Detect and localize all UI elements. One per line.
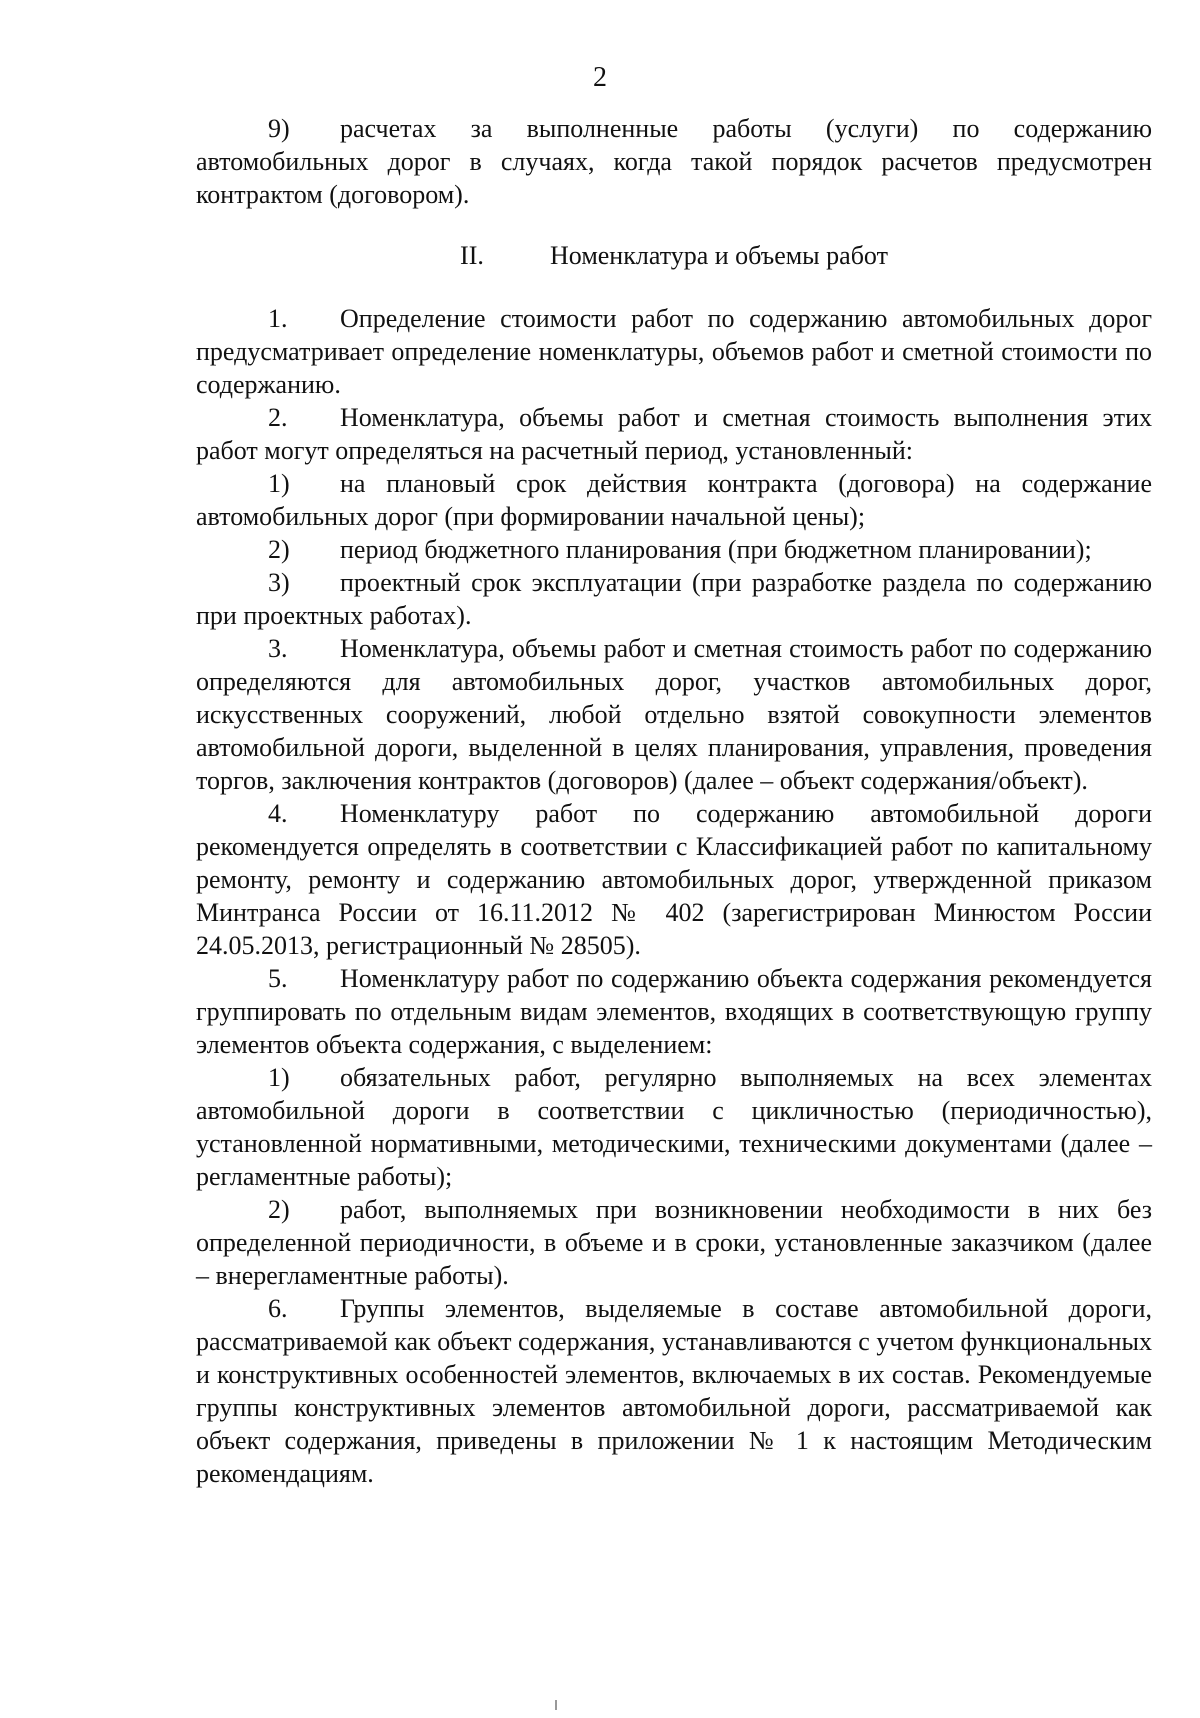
item-number: 3. <box>268 634 288 663</box>
item-text: Номенклатура, объемы работ и сметная стоимость выполнения этих работ могут определяться на расчетный период, установленный: <box>196 403 1152 465</box>
item-number: 6. <box>268 1294 288 1323</box>
list-item <box>196 1193 1152 1292</box>
item-number: 2) <box>268 1195 290 1224</box>
item-number: 3) <box>268 568 290 597</box>
list-item <box>196 401 1152 467</box>
list-item <box>196 302 1152 401</box>
list-item <box>196 1061 1152 1193</box>
item-number: 2. <box>268 403 288 432</box>
list-item <box>196 566 1152 632</box>
item-number: 9) <box>268 114 290 143</box>
item-text: на плановый срок действия контракта (договора) на содержание автомобильных дорог (при формировании начальной цены); <box>196 469 1152 531</box>
document-body <box>196 112 1152 1490</box>
item-number: 5. <box>268 964 288 993</box>
item-text: Определение стоимости работ по содержанию автомобильных дорог предусматривает определение номенклатуры, объемов работ и сметной стоимости по содержанию. <box>196 304 1152 399</box>
list-item <box>196 1292 1152 1490</box>
item-number: 4. <box>268 799 288 828</box>
item-text: обязательных работ, регулярно выполняемых на всех элементах автомобильной дороги в соответствии с цикличностью (периодичностью), установленной нормативными, методическими, техническими документами (далее – регламентные работы); <box>196 1063 1152 1191</box>
list-item <box>196 112 1152 211</box>
scan-mark <box>555 1700 557 1710</box>
item-text: Номенклатуру работ по содержанию объекта содержания рекомендуется группировать по отдельным видам элементов, входящих в соответствующую группу элементов объекта содержания, с выделением: <box>196 964 1152 1059</box>
item-text: Номенклатура, объемы работ и сметная стоимость работ по содержанию определяются для автомобильных дорог, участков автомобильных дорог, искусственных сооружений, любой отдельно взятой совокупности элементов автомобильной дороги, выделенной в целях планирования, управления, проведения торгов, заключения контрактов (договоров) (далее – объект содержания/объект). <box>196 634 1152 795</box>
item-text: работ, выполняемых при возникновении необходимости в них без определенной периодичности, в объеме и в сроки, установленные заказчиком (далее – внерегламентные работы). <box>196 1195 1152 1290</box>
item-text: Номенклатуру работ по содержанию автомобильной дороги рекомендуется определять в соответствии с Классификацией работ по капитальному ремонту, ремонту и содержанию автомобильных дорог, утвержденной приказом Минтранса России от 16.11.2012 № 402 (зарегистрирован Минюстом России 24.05.2013, регистрационный № 28505). <box>196 799 1152 960</box>
page-number: 2 <box>593 62 607 93</box>
item-number: 1) <box>268 1063 290 1092</box>
list-item <box>196 632 1152 797</box>
item-number: 1. <box>268 304 288 333</box>
item-text: период бюджетного планирования (при бюджетном планировании); <box>340 535 1092 564</box>
list-item <box>196 962 1152 1061</box>
section-heading <box>196 239 1152 272</box>
item-text: расчетах за выполненные работы (услуги) по содержанию автомобильных дорог в случаях, когда такой порядок расчетов предусмотрен контрактом (договором). <box>196 114 1152 209</box>
list-item <box>196 533 1152 566</box>
item-number: 2) <box>268 535 290 564</box>
section-title: Номенклатура и объемы работ <box>550 241 888 270</box>
item-text: Группы элементов, выделяемые в составе автомобильной дороги, рассматриваемой как объект содержания, устанавливаются с учетом функциональных и конструктивных особенностей элементов, включаемых в их состав. Рекомендуемые группы конструктивных элементов автомобильной дороги, рассматриваемой как объект содержания, приведены в приложении № 1 к настоящим Методическим рекомендациям. <box>196 1294 1152 1488</box>
item-text: проектный срок эксплуатации (при разработке раздела по содержанию при проектных работах). <box>196 568 1152 630</box>
section-number: II. <box>460 241 484 270</box>
item-number: 1) <box>268 469 290 498</box>
list-item <box>196 797 1152 962</box>
list-item <box>196 467 1152 533</box>
